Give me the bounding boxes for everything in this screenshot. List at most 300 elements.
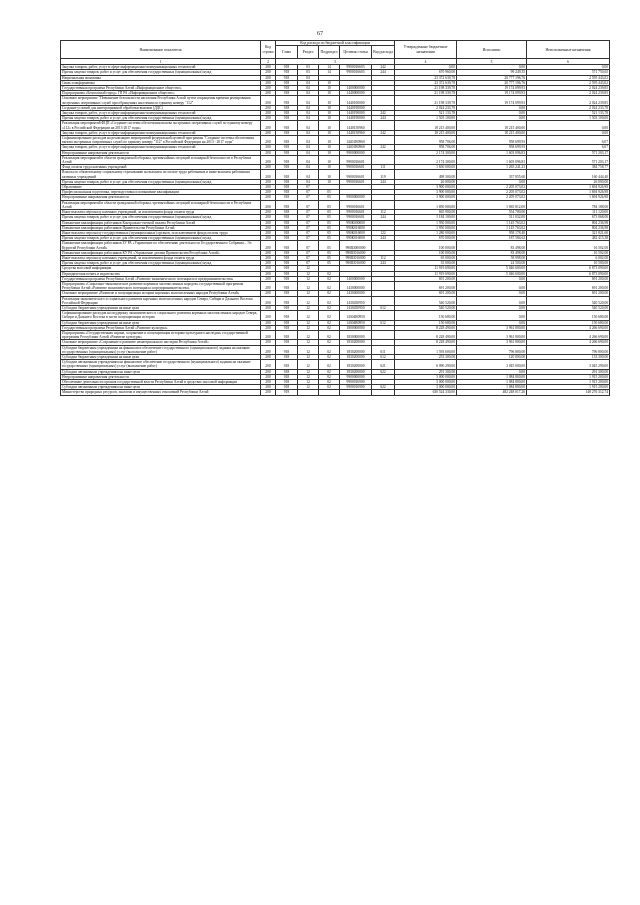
cell-subsection: 02 [319,374,340,379]
cell-target-article: 1830000000 [340,330,372,339]
cell-target-article: 1440150960 [340,121,372,130]
cell-name: Прочая закупка товаров, работ и услуг для обеспечения государственных (муниципальных) нужд [61,116,261,121]
header-expense-type: Вид расхода [372,46,395,59]
cell-executed: 1 603 096,83 [457,150,527,155]
cell-executed: 3 961 800,00 [457,330,527,339]
cell-expense-type: 244 [372,70,395,75]
cell-chapter: 918 [276,150,298,155]
cell-line-code: 200 [261,255,276,260]
cell-executed: 0,00 [457,311,527,320]
cell-executed: 3 961 800,00 [457,325,527,330]
cell-target-article: 1830200000 [340,354,372,359]
cell-approved: 3 900 000,00 [395,190,457,195]
cell-approved: 2 024 233,78 [395,105,457,110]
cell-subsection: 05 [319,190,340,195]
cell-section: 07 [298,200,319,209]
cell-line-code: 200 [261,220,276,225]
cell-line-code: 200 [261,296,276,305]
cell-unexecuted: 2 595 443,02 [527,75,610,80]
cell-section: 04 [298,75,319,80]
cell-expense-type: 244 [372,236,395,241]
cell-unexecuted: 150 680,00 [527,311,610,320]
cell-chapter: 918 [276,121,298,130]
cell-name: Образование [61,185,261,190]
cell-subsection: 05 [319,225,340,230]
cell-expense-type: 622 [372,385,395,390]
cell-chapter: 918 [276,325,298,330]
cell-approved: 691 200,00 [395,291,457,296]
cell-target-article: 1430400000 [340,291,372,296]
cell-line-code: 200 [261,116,276,121]
cell-executed: 554 780,00 [457,210,527,215]
cell-section: 07 [298,195,319,200]
cell-chapter: 918 [276,296,298,305]
cell-executed: 1 084 800,00 [457,374,527,379]
cell-subsection: 10 [319,145,340,150]
cell-unexecuted: 6 873 090,00 [527,266,610,271]
cell-target-article: 1430450950 [340,296,372,305]
cell-subsection: 10 [319,179,340,184]
cell-name: Подпрограмма «Социально-экономическое развитие коренных малочисленных народов» государственной программы Республики Алтай «Развитие экономического потенциала и предпринимательства» [61,281,261,290]
cell-approved: 150 680,00 [395,311,457,320]
cell-line-code: 200 [261,70,276,75]
cell-target-article: 1440150960 [340,130,372,135]
cell-target-article: 1400000000 [340,276,372,281]
cell-section: 12 [298,385,319,390]
cell-unexecuted: 1 915 200,00 [527,374,610,379]
cell-subsection: 02 [319,305,340,310]
cell-target-article: 990К000000 [340,220,372,225]
cell-approved: 18 215 400,00 [395,130,457,135]
table-row [61,311,610,320]
cell-line-code: 200 [261,330,276,339]
cell-line-code: 200 [261,91,276,96]
cell-line-code: 200 [261,369,276,374]
cell-approved: 0,00 [395,65,457,70]
cell-expense-type: 122 [372,230,395,235]
cell-executed: 958 699,93 [457,145,527,150]
cell-section: 12 [298,266,319,271]
cell-unexecuted: 804 236,98 [527,220,610,225]
cell-unexecuted: 0,00 [527,130,610,135]
cell-subsection: 10 [319,150,340,155]
cell-section: 07 [298,210,319,215]
table-row [61,241,610,250]
cell-approved: 1 950 000,00 [395,220,457,225]
cell-line-code: 200 [261,236,276,241]
cell-chapter: 918 [276,220,298,225]
cell-subsection: 10 [319,165,340,170]
cell-section: 12 [298,276,319,281]
cell-section: 04 [298,105,319,110]
cell-target-article: 9900000000 [340,374,372,379]
cell-name: Государственная программа Республики Алтай «Информационное общество» [61,86,261,91]
cell-target-article: 1440000000 [340,91,372,96]
cell-executed: 19 174 099,93 [457,86,527,91]
cell-line-code: 200 [261,75,276,80]
cell-expense-type: 622 [372,369,395,374]
cell-subsection: 05 [319,236,340,241]
cell-expense-type: 612 [372,320,395,325]
cell-expense-type: 112 [372,255,395,260]
cell-line-code: 200 [261,210,276,215]
cell-executed: 511 032,00 [457,215,527,220]
cell-approved: 65 000,00 [395,255,457,260]
cell-chapter: 918 [276,105,298,110]
cell-target-article: 1430450950 [340,305,372,310]
cell-name: Реализация мероприятий ФЦП «Создание системы обеспечения вызова экстренных оперативных служб по единому номеру «112» в Российской Федерации на 2013-2017 годы» [61,121,261,130]
cell-section: 12 [298,296,319,305]
cell-name: Государственная программа Республики Алтай «Развитие культуры» [61,325,261,330]
cell-target-article: 9900016900 [340,385,372,390]
header-section: Раздел [298,46,319,59]
cell-chapter: 918 [276,266,298,271]
cell-approved: 100 000,00 [395,250,457,255]
cell-name: Повышение квалификации работников Правительства Республики Алтай [61,225,261,230]
cell-section: 04 [298,86,319,91]
cell-expense-type: 242 [372,145,395,150]
header-subsection: Подраздел [319,46,340,59]
cell-executed: 18 215 400,00 [457,121,527,130]
cell-name: Иные выплаты персоналу государственных (муниципальных) органов, за исключением фонда оплаты труда [61,230,261,235]
cell-section: 07 [298,261,319,266]
cell-line-code: 200 [261,390,276,395]
cell-target-article: 1830200000 [340,340,372,345]
cell-name: Субсидии бюджетным учреждениям на иные цели [61,354,261,359]
cell-target-article: 990Ш016000 [340,250,372,255]
cell-approved: 21 198 339,78 [395,91,457,96]
cell-target-article: 9900016601 [340,210,372,215]
cell-approved: 1 503 100,00 [395,116,457,121]
cell-chapter: 918 [276,305,298,310]
cell-target-article [340,390,372,395]
cell-executed: 3 961 800,00 [457,340,527,345]
cell-approved: 3 000 000,00 [395,374,457,379]
cell-line-code: 200 [261,271,276,276]
cell-subsection: 02 [319,369,340,374]
cell-subsection [319,390,340,395]
cell-unexecuted: 3 045 290,00 [527,360,610,369]
cell-target-article: 14401R0960 [340,145,372,150]
cell-unexecuted: 148 276 312,74 [527,390,610,395]
cell-chapter: 918 [276,225,298,230]
cell-line-code: 200 [261,305,276,310]
cell-section: 07 [298,190,319,195]
table-row [61,200,610,209]
cell-subsection: 02 [319,330,340,339]
cell-name: Национальная экономика [61,75,261,80]
cell-line-code: 200 [261,261,276,266]
cell-section: 04 [298,165,319,170]
cell-section: 03 [298,65,319,70]
cell-subsection: 02 [319,271,340,276]
cell-executed: 958 699,93 [457,136,527,145]
cell-unexecuted: 2 595 443,02 [527,80,610,85]
cell-unexecuted: 2 024 239,85 [527,91,610,96]
cell-target-article: 9900000000 [340,150,372,155]
cell-line-code: 200 [261,200,276,209]
cell-executed: 337 855,60 [457,170,527,179]
cell-approved: 8 228 490,00 [395,325,457,330]
cell-subsection: 10 [319,86,340,91]
cell-target-article: 9900016603 [340,70,372,75]
cell-approved: 2 174 300,00 [395,150,457,155]
cell-executed: 0,00 [457,369,527,374]
cell-unexecuted: 691 200,00 [527,276,610,281]
cell-executed: 3 045 000,00 [457,360,527,369]
cell-section: 04 [298,80,319,85]
cell-unexecuted: 571 203,17 [527,155,610,164]
cell-executed: 0,00 [457,281,527,290]
cell-unexecuted: 4 266 690,00 [527,325,610,330]
cell-unexecuted: 540 520,00 [527,296,610,305]
cell-line-code: 200 [261,165,276,170]
cell-section: 07 [298,255,319,260]
cell-subsection: 02 [319,385,340,390]
cell-section: 12 [298,291,319,296]
cell-subsection: 05 [319,261,340,266]
cell-subsection: 02 [319,325,340,330]
budget-table-body [61,65,610,395]
cell-approved: 630 524 330,00 [395,390,457,395]
cell-chapter: 918 [276,261,298,266]
cell-name: Государственная программа Республики Алтай «Развитие экономического потенциала и предпринимательства» [61,276,261,281]
cell-section: 12 [298,369,319,374]
cell-section: 04 [298,179,319,184]
cell-executed: 796 800,00 [457,345,527,354]
cell-chapter: 918 [276,170,298,179]
cell-executed: 1 603 096,83 [457,155,527,164]
table-row [61,330,610,339]
cell-section: 04 [298,155,319,164]
cell-approved: 26 000,00 [395,179,457,184]
cell-target-article: 14401R0960 [340,136,372,145]
cell-subsection: 05 [319,255,340,260]
cell-line-code: 200 [261,130,276,135]
cell-target-article: 9900000000 [340,195,372,200]
cell-chapter: 918 [276,291,298,296]
cell-name: Софинансирование расходов на реализацию мероприятий федеральной целевой программы "Создание системы обеспечения вызова экстренных оперативных служб по единому номеру "112" в Российской Федерации на 2013 - 2017 годы" [61,136,261,145]
cell-section: 04 [298,116,319,121]
cell-line-code: 200 [261,374,276,379]
cell-name: Основное мероприятие «Сохранение и развитие нематериального наследия Республики Алтай» [61,340,261,345]
cell-subsection: 10 [319,116,340,121]
cell-expense-type [372,136,395,145]
cell-target-article: 1400000000 [340,86,372,91]
cell-unexecuted: 133 300,00 [527,354,610,359]
cell-section: 12 [298,281,319,290]
cell-unexecuted: 0,00 [527,65,610,70]
cell-approved: 21 198 339,78 [395,96,457,105]
cell-name: Субсидии бюджетным учреждениям на финансовое обеспечение государственного (муниципального) задания на оказание государственных (муниципальных) услуг (выполнение работ) [61,345,261,354]
header-executed: Исполнено [457,41,527,59]
cell-name: Непрограммные направления деятельности [61,195,261,200]
cell-approved: 1 280 000,00 [395,230,457,235]
cell-approved: 150 680,00 [395,320,457,325]
cell-name: Обеспечение деятельности органов государственной власти Республики Алтай в средствах массовой информации [61,380,261,385]
cell-name: Реализация мероприятий в области гражданской обороны, чрезвычайных ситуаций и пожарной безопасности в Республике Алтай [61,155,261,164]
cell-section: 04 [298,170,319,179]
cell-executed: 1 084 800,00 [457,380,527,385]
cell-unexecuted: 384 758,77 [527,165,610,170]
cell-expense-type [372,311,395,320]
cell-executed: 83 498,00 [457,241,527,250]
cell-approved: 291 300,00 [395,369,457,374]
cell-chapter: 918 [276,145,298,150]
cell-subsection: 10 [319,111,340,116]
cell-section: 04 [298,111,319,116]
cell-chapter: 918 [276,179,298,184]
cell-expense-type [372,330,395,339]
cell-subsection: 02 [319,291,340,296]
cell-subsection: 02 [319,276,340,281]
cell-chapter: 918 [276,190,298,195]
cell-name: Министерство природных ресурсов, экологии и имущественных отношений Республики Алтай [61,390,261,395]
table-row [61,360,610,369]
cell-section: 12 [298,325,319,330]
cell-subsection: 05 [319,250,340,255]
cell-name: Субсидии автономным учреждениям на иные цели [61,369,261,374]
cell-subsection: 05 [319,200,340,209]
cell-section: 12 [298,305,319,310]
cell-approved: 8 228 490,00 [395,340,457,345]
cell-line-code: 200 [261,145,276,150]
cell-approved: 21 198 339,78 [395,86,457,91]
cell-expense-type [372,390,395,395]
cell-line-code: 200 [261,230,276,235]
cell-unexecuted: 1 915 200,00 [527,380,610,385]
cell-subsection: 10 [319,130,340,135]
cell-executed: 19 174 099,93 [457,96,527,105]
budget-table [60,40,610,396]
cell-approved: 665 900,00 [395,210,457,215]
cell-subsection: 05 [319,241,340,250]
cell-chapter: 919 [276,390,298,395]
cell-section: 12 [298,320,319,325]
col-index-4: 4 [395,59,457,65]
cell-unexecuted: 10 500,00 [527,261,610,266]
cell-name: Прочая закупка товаров, работ и услуг для обеспечения государственных (муниципальных) нужд [61,179,261,184]
cell-expense-type [372,281,395,290]
cell-name: Связь и информатика [61,80,261,85]
cell-line-code: 200 [261,96,276,105]
cell-name: Субсидии автономным учреждениям на иные цели [61,385,261,390]
cell-line-code: 200 [261,354,276,359]
cell-chapter: 918 [276,380,298,385]
cell-expense-type: 112 [372,210,395,215]
cell-unexecuted: 4 266 690,00 [527,340,610,345]
cell-line-code: 200 [261,360,276,369]
cell-unexecuted: 1 694 926,98 [527,190,610,195]
cell-chapter: 918 [276,320,298,325]
cell-line-code: 200 [261,179,276,184]
cell-approved: 1 593 600,00 [395,345,457,354]
cell-subsection: 10 [319,155,340,164]
cell-section: 07 [298,250,319,255]
cell-expense-type: 119 [372,170,395,179]
header-chapter: Глава [276,46,298,59]
cell-target-article: 14304R0950 [340,320,372,325]
cell-executed: 5 046 600,00 [457,271,527,276]
cell-executed: 2 205 073,02 [457,185,527,190]
cell-unexecuted: 0,00 [527,121,610,130]
cell-name: Реализация экономического и социального развития коренных малочисленных народов Севера, Сибири и Дальнего Востока Российской Федерации [61,296,261,305]
cell-line-code: 200 [261,311,276,320]
cell-approved: 100 000,00 [395,241,457,250]
cell-subsection: 05 [319,210,340,215]
cell-expense-type [372,121,395,130]
cell-executed: 24 500,00 [457,261,527,266]
cell-section: 04 [298,121,319,130]
cell-section: 12 [298,360,319,369]
cell-chapter: 918 [276,210,298,215]
cell-approved: 958 706,00 [395,136,457,145]
cell-target-article: 1830200000 [340,360,372,369]
cell-approved: 11 919 690,00 [395,271,457,276]
cell-unexecuted: 16 502,00 [527,241,610,250]
cell-executed: 1 265 241,23 [457,165,527,170]
cell-unexecuted: 1 503 100,00 [527,116,610,121]
cell-executed: 0,00 [457,320,527,325]
cell-unexecuted: 1 694 926,98 [527,195,610,200]
cell-subsection: 02 [319,360,340,369]
cell-unexecuted: 6 873 090,00 [527,271,610,276]
cell-section: 04 [298,130,319,135]
cell-chapter: 918 [276,185,298,190]
cell-chapter: 918 [276,130,298,135]
cell-unexecuted: 673 068,00 [527,215,610,220]
cell-subsection: 10 [319,91,340,96]
cell-subsection: 05 [319,195,340,200]
cell-name: Повышение квалификации работников КУ РА «Управление делами Правительства Республики Алтай» [61,250,261,255]
cell-line-code: 200 [261,121,276,130]
cell-section: 04 [298,96,319,105]
cell-approved: 18 215 400,00 [395,121,457,130]
cell-executed: 1 145 763,02 [457,225,527,230]
cell-subsection: 02 [319,340,340,345]
cell-name: Прочая закупка товаров, работ и услуг для обеспечения государственных (муниципальных) нужд [61,261,261,266]
table-row [61,96,610,105]
cell-subsection: 14 [319,65,340,70]
cell-chapter: 918 [276,86,298,91]
cell-target-article: 990К016000 [340,236,372,241]
cell-approved: 958 706,00 [395,145,457,150]
cell-section: 07 [298,215,319,220]
cell-approved: 1 950 000,00 [395,225,457,230]
cell-chapter: 918 [276,385,298,390]
cell-approved: 670 960,00 [395,70,457,75]
cell-name: Основное мероприятие "Повышение безопасности населения Республики Алтай путем сокращения времени реагирования экстренных оперативных служб при обращениях населения по единому номеру "112" [61,96,261,105]
cell-line-code: 200 [261,380,276,385]
cell-subsection: 10 [319,105,340,110]
cell-line-code: 200 [261,215,276,220]
cell-line-code: 200 [261,225,276,230]
cell-unexecuted: 571 203,17 [527,150,610,155]
cell-target-article: 990Ш000000 [340,241,372,250]
cell-line-code: 200 [261,281,276,290]
cell-subsection: 05 [319,220,340,225]
cell-executed: 0,00 [457,111,527,116]
cell-section: 07 [298,225,319,230]
cell-target-article: 990К016000 [340,225,372,230]
cell-line-code: 200 [261,136,276,145]
cell-chapter: 918 [276,91,298,96]
cell-section: 12 [298,271,319,276]
cell-expense-type: 111 [372,165,395,170]
cell-expense-type: 612 [372,354,395,359]
cell-executed: 5 046 600,00 [457,266,527,271]
cell-chapter: 918 [276,136,298,145]
